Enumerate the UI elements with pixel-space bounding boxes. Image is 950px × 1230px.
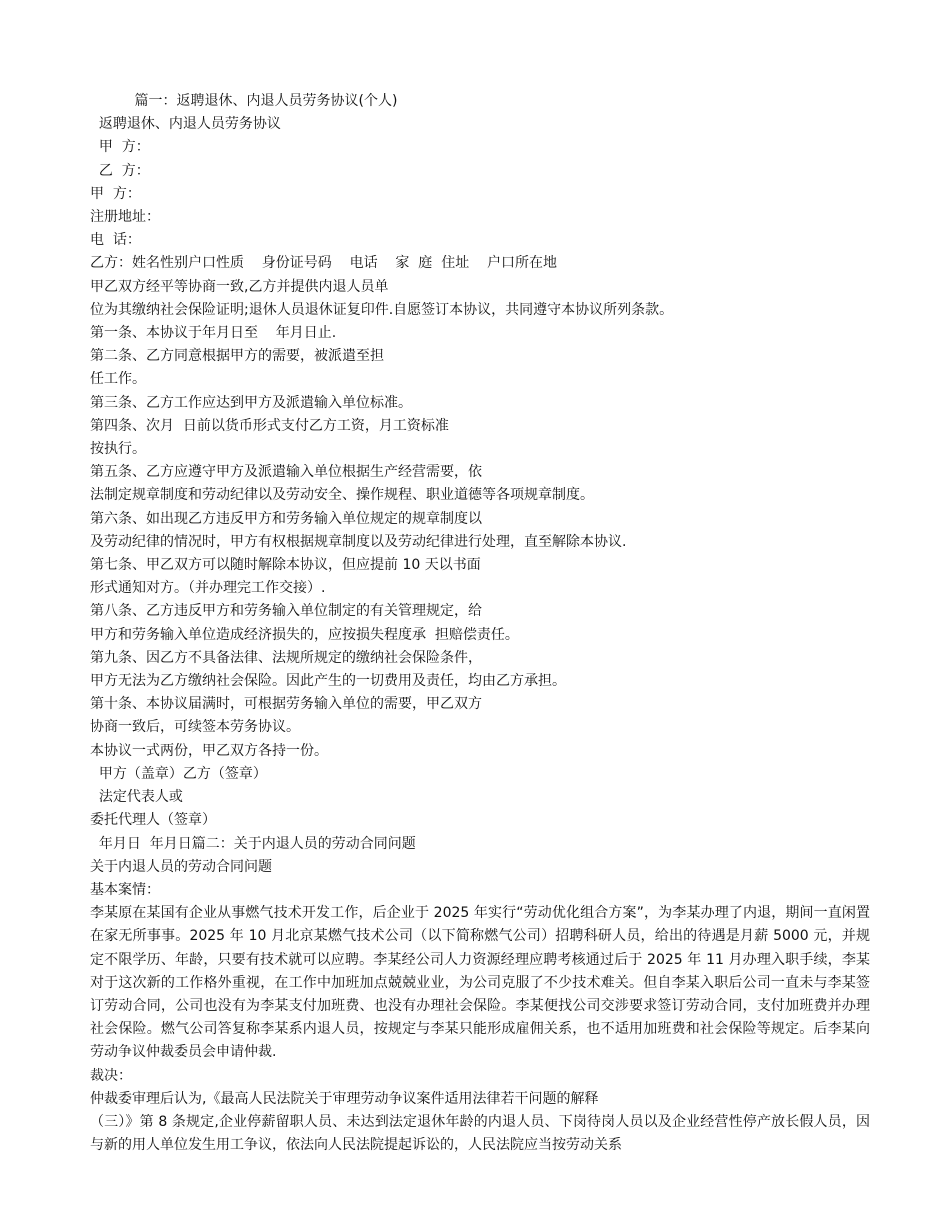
article-10-line-2: 协商一致后，可续签本劳务协议。	[90, 719, 300, 736]
legal-representative: 法定代表人或	[90, 789, 183, 806]
article-4-line-1: 第四条、次月 日前以货币形式支付乙方工资，月工资标准	[90, 417, 449, 434]
article-6-line-1: 第六条、如出现乙方违反甲方和劳务输入单位规定的规章制度以	[90, 510, 482, 527]
article-5-line-2: 法制定规章制度和劳动纪律以及劳动安全、操作规程、职业道德等各项规章制度。	[90, 487, 594, 504]
article-5-line-1: 第五条、乙方应遵守甲方及派遣输入单位根据生产经营需要，依	[90, 464, 482, 481]
party-b-fields: 乙方：姓名性别户口性质 身份证号码 电话 家 庭 住址 户口所在地	[90, 255, 558, 272]
article-9-line-1: 第九条、因乙方不具备法律、法规所规定的缴纳社会保险条件，	[90, 649, 482, 666]
ruling-line: 仲裁委审理后认为,《最高人民法院关于审理劳动争议案件适用法律若干问题的解释	[90, 1090, 599, 1107]
article-9-line-2: 甲方无法为乙方缴纳社会保险。因此产生的一切费用及责任，均由乙方承担。	[90, 673, 566, 690]
phone-field: 电 话：	[90, 232, 141, 249]
party-b-label: 乙 方：	[90, 162, 150, 179]
section-heading-1: 篇一：返聘退休、内退人员劳务协议(个人)	[90, 93, 398, 109]
article-2-line-1: 第二条、乙方同意根据甲方的需要，被派遣至担	[90, 348, 384, 365]
case-heading: 基本案情：	[90, 881, 160, 898]
article-2-line-2: 任工作。	[90, 371, 146, 388]
party-a-label: 甲 方：	[90, 139, 150, 156]
ruling-heading: 裁决：	[90, 1067, 132, 1084]
preamble-line-2: 位为其缴纳社会保险证明;退休人员退休证复印件.自愿签订本协议，共同遵守本协议所列条款。	[90, 301, 674, 318]
case-paragraph: 李某原在某国有企业从事燃气技术开发工作，后企业于 2025 年实行“劳动优化组合方案”，为李某办理了内退，期间一直闲置在家无所事事。2025 年 10 月北京某燃气技术公司（以下简称燃气公司）招聘科研人员，给出的待遇是月薪 5000 元，并规定不限学历、年龄，只要有技术就可以应聘。李某经公司人力资源经理应聘考核通过后于 2025 年 11 月办理入职手续，李某对于这次新的工作格外重视，在工作中加班加点兢兢业业，为公司克服了不少技术难关。但自李某入职后公司一直未与李某签订劳动合同，公司也没有为李某支付加班费、也没有办理社会保险。李某便找公司交涉要求签订劳动合同，支付加班费并办理社会保险。燃气公司答复称李某系内退人员，按规定与李某只能形成雇佣关系，也不适用加班费和社会保险等规定。后李某向劳动争议仲裁委员会申请仲裁.	[90, 905, 870, 1061]
copies-clause: 本协议一式两份，甲乙双方各持一份。	[90, 742, 328, 759]
article-8-line-1: 第八条、乙方违反甲方和劳务输入单位制定的有关管理规定，给	[90, 603, 482, 620]
article-4-line-2: 按执行。	[90, 441, 146, 458]
document-body	[90, 90, 870, 1157]
agreement-title: 返聘退休、内退人员劳务协议	[90, 116, 281, 133]
article-8-line-2: 甲方和劳务输入单位造成经济损失的，应按损失程度承 担赔偿责任。	[90, 626, 519, 643]
registered-address-field: 注册地址：	[90, 209, 160, 226]
ruling-paragraph: （三）》第 8 条规定,企业停薪留职人员、未达到法定退休年龄的内退人员、下岗待岗人员以及企业经营性停产放长假人员，因与新的用人单位发生用工争议，依法向人民法院提起诉讼的，人民法院应当按劳动关系	[90, 1113, 870, 1154]
article-7-line-1: 第七条、甲乙双方可以随时解除本协议，但应提前 10 天以书面	[90, 557, 481, 574]
article-10-line-1: 第十条、本协议届满时，可根据劳务输入单位的需要，甲乙双方	[90, 696, 482, 713]
article-1: 第一条、本协议于年月日至 年月日止.	[90, 325, 337, 342]
authorized-agent: 委托代理人（签章）	[90, 812, 216, 829]
section-2-title: 关于内退人员的劳动合同问题	[90, 858, 272, 875]
party-a-field: 甲 方：	[90, 185, 141, 202]
article-3: 第三条、乙方工作应达到甲方及派遣输入单位标准。	[90, 394, 412, 411]
article-7-line-2: 形式通知对方。（并办理完工作交接）.	[90, 580, 326, 597]
signature-parties: 甲方（盖章）乙方（签章）	[90, 765, 267, 782]
article-6-line-2: 及劳动纪律的情况时，甲方有权根据规章制度以及劳动纪律进行处理，直至解除本协议.	[90, 533, 627, 550]
preamble-line-1: 甲乙双方经平等协商一致,乙方并提供内退人员单	[90, 278, 389, 295]
date-and-section-heading-2: 年月日 年月日篇二：关于内退人员的劳动合同问题	[90, 835, 416, 852]
